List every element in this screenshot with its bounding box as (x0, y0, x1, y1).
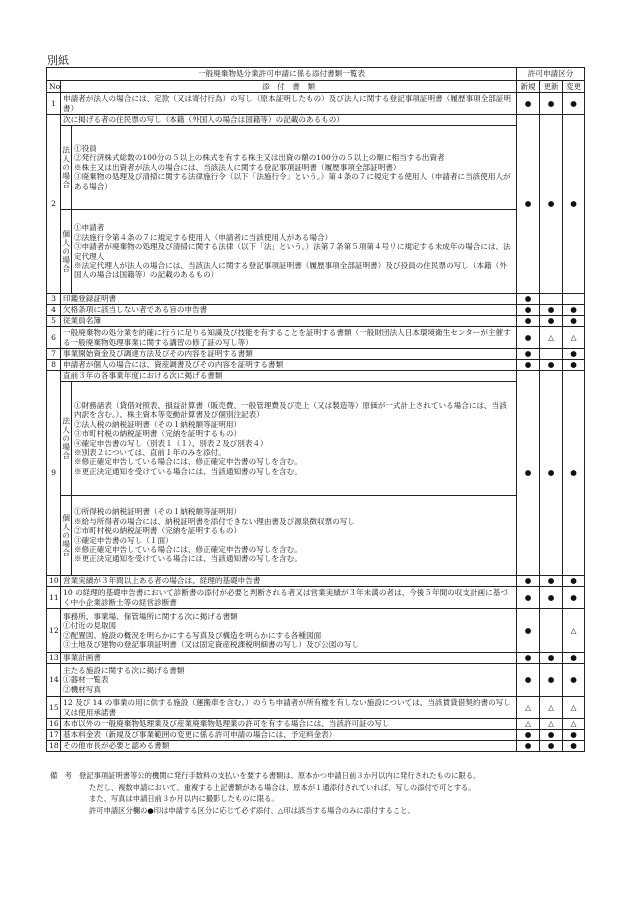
row-number: 10 (47, 576, 61, 587)
row-number: 9 (47, 371, 61, 576)
corporation-items (72, 382, 517, 496)
document-text: 事業計画書 (61, 653, 517, 664)
mark-renew: △ (540, 697, 563, 719)
mark-renew: ● (540, 741, 563, 752)
table-row (47, 653, 585, 664)
col-header-new: 新規 (517, 81, 540, 93)
mark-renew: ● (540, 371, 563, 576)
mark-new: ● (517, 576, 540, 587)
row-number: 18 (47, 741, 61, 752)
table-row (47, 294, 585, 305)
mark-new: ● (517, 349, 540, 360)
document-text: 基本料金表（新規及び事業範囲の変更に係る許可申請の場合には、予定料金表） (61, 730, 517, 741)
document-text: その他市長が必要と認める書類 (61, 741, 517, 752)
row-number: 14 (47, 664, 61, 697)
document-text: 10 の経理的基礎申告書において診断書の添付が必要と判断される者又は営業実績が３年未満の者は、今後５年間の収支計画に基づく中小企業診断士等の経営診断書 (61, 587, 517, 609)
row-number: 1 (47, 93, 61, 115)
list-item: ①役員 (74, 143, 97, 153)
document-text: 従業員名簿 (61, 316, 517, 327)
list-item: ①器材一覧表 (63, 675, 109, 685)
mark-change (563, 294, 585, 305)
row-number: 5 (47, 316, 61, 327)
list-item: ①所得税の納税証明書（その１納税額等証明用） (74, 507, 242, 517)
mark-renew (540, 294, 563, 305)
table-title: 一般廃棄物処分業許可申請に係る添付書類一覧表 (47, 68, 517, 81)
mark-renew: ● (540, 730, 563, 741)
mark-renew: ● (540, 93, 563, 115)
mark-change: ● (563, 305, 585, 316)
mark-new: ● (517, 609, 540, 653)
list-item: ※別表２については、直前１年のみを添付。 (74, 447, 226, 457)
table-row (47, 496, 585, 576)
mark-change: △ (563, 327, 585, 349)
document-text (61, 664, 517, 697)
table-row (47, 115, 585, 126)
col-header-change: 変更 (563, 81, 585, 93)
mark-change: ● (563, 653, 585, 664)
individual-label: 個人の場合 (61, 210, 72, 294)
mark-new: ● (517, 730, 540, 741)
list-item: ①申請者 (74, 223, 105, 233)
mark-change: ● (563, 371, 585, 576)
list-item: ②法人税の納税証明書（その１納税額等証明用） (74, 419, 242, 429)
mark-renew: ● (540, 576, 563, 587)
row-number: 17 (47, 730, 61, 741)
mark-change: ● (563, 349, 585, 360)
mark-change: ● (563, 587, 585, 609)
list-item: ③申請者が廃棄物の処理及び清掃に関する法律（以下「法」という。）法第７条第５項第４号リに規定する未成年の場合には、法定代理人 (74, 242, 511, 261)
document-text: 営業実績が３年間以上ある者の場合は、経理的基礎申告書 (61, 576, 517, 587)
mark-new: ● (517, 115, 540, 294)
mark-new: ● (517, 653, 540, 664)
mark-new: ● (517, 360, 540, 371)
table-row (47, 741, 585, 752)
table-row (47, 697, 585, 719)
document-text: 12 及び 14 の事業の用に供する施設（運搬車を含む。）のうち申請者が所有権を有しない施設については、当該賃貸借契約書の写し又は使用承諾書 (61, 697, 517, 719)
mark-new: ● (517, 664, 540, 697)
list-item: ③土地及び建物の登記事項証明書（又は固定資産税課税明細書の写し）及び公図の写し (63, 639, 360, 649)
row-number: 11 (47, 587, 61, 609)
list-item: ※給与所得者の場合には、納税証明書を添付できない理由書及び源泉徴収票の写し (74, 516, 355, 526)
document-text: 欠格条項に該当しない者である旨の申告書 (61, 305, 517, 316)
document-text: 一般廃棄物の処分業を的確に行うに足りる知識及び技能を有することを証明する書類（一般財団法人日本環境衛生センターが主催する一般廃棄物処理事業に関する講習の修了証の写し等） (61, 327, 517, 349)
document-text (61, 609, 517, 653)
table-row (47, 382, 585, 496)
table-row (47, 576, 585, 587)
list-item: ③市町村税の納税証明書（完納を証明するもの） (74, 429, 242, 439)
table-row (47, 730, 585, 741)
attachment-list-table (46, 67, 585, 752)
mark-renew: ● (540, 305, 563, 316)
document-text: 申請者が法人の場合には、定款（又は寄付行為）の写し（原本証明したもの）及び法人に関する登記事項証明書（履歴事項全部証明書） (61, 93, 517, 115)
mark-change: ● (563, 576, 585, 587)
list-item: ②配置図、施設の概況を明らかにする写真及び構造を明らかにする各種図面 (63, 630, 322, 640)
mark-new: ● (517, 327, 540, 349)
list-item: ①付近の見取図 (63, 621, 117, 631)
attachment-label: 別紙 (47, 54, 69, 67)
list-item: ※修正確定申告している場合には、修正確定申告書の写しを含む。 (74, 544, 302, 554)
mark-new: ● (517, 305, 540, 316)
row-number: 16 (47, 719, 61, 730)
col-header-no: No (47, 81, 61, 93)
mark-change: ● (563, 93, 585, 115)
notes-label: 備 考 (50, 771, 72, 780)
mark-new: ● (517, 741, 540, 752)
row-number: 6 (47, 327, 61, 349)
row-number: 2 (47, 115, 61, 294)
mark-new: △ (517, 719, 540, 730)
mark-new: ● (517, 316, 540, 327)
document-text: 本市以外の一般廃棄物処理業及び産業廃棄物処理業の許可を有する場合には、当該許可証の写し (61, 719, 517, 730)
mark-change: △ (563, 719, 585, 730)
mark-change: △ (563, 697, 585, 719)
document-text: 直前３年の各事業年度における次に掲げる書類 (61, 371, 517, 382)
table-row (47, 719, 585, 730)
row-number: 12 (47, 609, 61, 653)
mark-change: ● (563, 741, 585, 752)
notes-section (50, 770, 585, 816)
mark-new: ● (517, 587, 540, 609)
mark-renew (540, 609, 563, 653)
mark-change: ● (563, 115, 585, 294)
col-header-documents: 添 付 書 類 (61, 81, 517, 93)
list-item: ③廃棄物の処理及び清掃に関する法律施行令（以下「法施行令」という。）第４条の７に規定する使用人（申請者に当該使用人がある場合） (74, 172, 511, 191)
individual-items (72, 210, 517, 294)
individual-items (72, 496, 517, 576)
list-intro: 事務所、事業場、保管場所に関する次に掲げる書類 (63, 611, 238, 621)
row-number: 8 (47, 360, 61, 371)
mark-renew: ● (540, 360, 563, 371)
row-number: 15 (47, 697, 61, 719)
note-line: また、写真は申請日前３か月以内に撮影したものに限る。 (89, 794, 279, 804)
table-row (47, 93, 585, 115)
mark-change: ● (563, 360, 585, 371)
corporation-items (72, 126, 517, 210)
mark-new: ● (517, 93, 540, 115)
document-text: 申請者が個人の場合には、資産調書及びその内容を証明する書類 (61, 360, 517, 371)
mark-renew: ● (540, 316, 563, 327)
mark-renew: ● (540, 653, 563, 664)
list-intro: 主たる施設に関する次に掲げる書類 (63, 665, 185, 675)
table-row (47, 609, 585, 653)
list-item: ③確定申告書の写し（１面） (74, 535, 173, 545)
mark-new: ● (517, 371, 540, 576)
list-item: ※更正決定通知を受けている場合には、当該通知書の写しを含む。 (74, 554, 302, 564)
list-item: ①財務諸表（貸借対照表、損益計算書（販売費、一般管理費及び売上（又は製造等）原価が一式計上されている場合には、当該内訳を含む。）、株主資本等変動計算書及び個別注記表） (74, 400, 507, 420)
table-row (47, 126, 585, 210)
mark-renew: ● (540, 115, 563, 294)
mark-new: △ (517, 697, 540, 719)
note-line: 許可申請区分欄の●印は申請する区分に応じて必ず添付、△印は該当する場合のみに添付すること。 (89, 805, 415, 815)
corporation-label: 法人の場合 (61, 126, 72, 210)
document-text: 次に掲げる者の住民票の写し（本籍（外国人の場合は国籍等）の記載のあるもの） (61, 115, 517, 126)
list-item: ※修正確定申告している場合には、修正確定申告書の写しを含む。 (74, 457, 302, 467)
document-text: 事業開始資金及び調達方法及びその内容を証明する書類 (61, 349, 517, 360)
row-number: 4 (47, 305, 61, 316)
list-item: ②市町村税の納税証明書（完納を証明するもの） (74, 526, 242, 536)
mark-renew: △ (540, 327, 563, 349)
table-row (47, 349, 585, 360)
permit-category-header: 許可申請区分 (517, 68, 585, 81)
table-row (47, 327, 585, 349)
row-number: 7 (47, 349, 61, 360)
mark-renew: ● (540, 587, 563, 609)
table-row (47, 360, 585, 371)
list-item: ②機材写真 (63, 684, 101, 694)
mark-renew: △ (540, 719, 563, 730)
list-item: ※更正決定通知を受けている場合には、当該通知書の写しを含む。 (74, 466, 302, 476)
mark-change: ● (563, 316, 585, 327)
table-row (47, 316, 585, 327)
mark-change: △ (563, 609, 585, 653)
table-row (47, 587, 585, 609)
mark-renew: ● (540, 664, 563, 697)
mark-change: ● (563, 664, 585, 697)
list-item: ④確定申告書の写し（別表１（１）、別表２及び別表４） (74, 438, 268, 448)
document-text: 印鑑登録証明書 (61, 294, 517, 305)
mark-new: ● (517, 294, 540, 305)
individual-label: 個人の場合 (61, 496, 72, 576)
mark-renew (540, 349, 563, 360)
list-item: ②発行済株式総数の100分の５以上の株式を有する株主又は出資の額の100分の５以上の額に相当する出資者 (74, 153, 445, 163)
list-item: ※法定代理人が法人の場合には、当該法人に関する登記事項証明書（履歴事項全部証明書）及び役員の住民票の写し（本籍（外国人の場合は国籍等）の記載のあるもの） (74, 260, 507, 280)
table-row (47, 371, 585, 382)
mark-change: ● (563, 730, 585, 741)
list-item: ※株主又は出資者が法人の場合には、当該法人に関する登記事項証明書（履歴事項全部証明書） (74, 162, 401, 172)
corporation-label: 法人の場合 (61, 382, 72, 496)
row-number: 13 (47, 653, 61, 664)
col-header-renew: 更新 (540, 81, 563, 93)
list-item: ②法施行令第４条の７に規定する使用人（申請者に当該使用人がある場合） (74, 232, 333, 242)
note-line: ただし、複数申請において、重複する上記書類がある場合は、原本が１通添付されていれば、写しの添付で可とする。 (89, 782, 476, 792)
table-row (47, 664, 585, 697)
row-number: 3 (47, 294, 61, 305)
table-row (47, 305, 585, 316)
note-line: 登記事項証明書等公的機関に発行手数料の支払いを要する書類は、原本かつ申請日前３か月以内に発行されたものに限る。 (79, 771, 481, 780)
table-row (47, 210, 585, 294)
